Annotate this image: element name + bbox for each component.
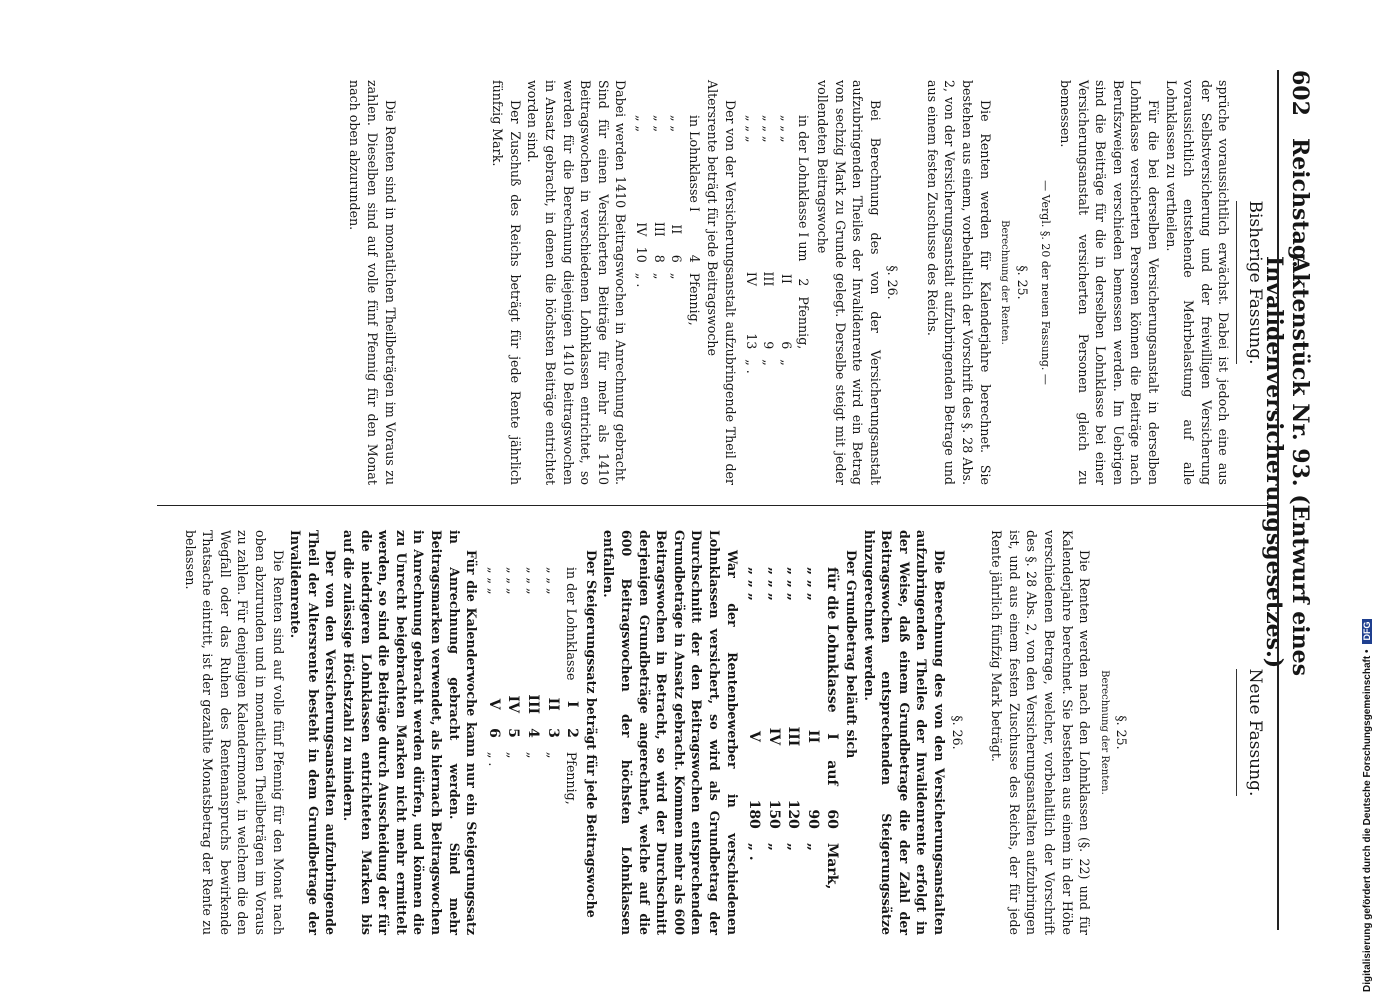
right-durchschnitt-text: War der Rentenbewerber in verschiedenen Lohnklassen versichert, so wird als Grundbetrag der Durchschnitt der den Beitragswochen entsprechenden Grundbeträge in Ansatz gebracht. Kommen mehr als 600 Beitragswochen in Betracht, so wird der Durchschnitt derjenigen Grundbeträge angerechnet, welche auf die 600 Beitragswochen der höchsten Lohnklassen entfallen. xyxy=(601,530,740,935)
left-steigerung-table xyxy=(742,110,812,379)
right-column xyxy=(181,530,1271,935)
left-section-25-number: §. 25. xyxy=(1014,265,1030,300)
left-cross-reference: — Vergl. §. 20 der neuen Fassung. — xyxy=(1039,180,1053,385)
table-row: „ „ „ III 120 „ xyxy=(785,567,802,851)
left-section-26-number: §. 26. xyxy=(885,265,901,300)
table-row: „ „ „ III 9 „ xyxy=(761,115,777,366)
left-intro-paragraph: sprüche voraussichtlich erwächst. Dabei ist jedoch eine aus der Selbstversicherung und der freiwilligen Versicherung voraussichtlich entstehende Mehrbelastung auf alle Lohnklassen zu vertheilen. xyxy=(1163,80,1232,485)
table-row: „ „ II 6 „ xyxy=(669,115,685,280)
right-column-heading: Neue Fassung. xyxy=(1236,530,1263,935)
header-rule xyxy=(1277,70,1279,930)
right-kalenderwoche-text: Für die Kalenderwoche kann nur ein Steigerungssatz in Anrechnung gebracht werden. Sind mehr Beitragsmarken verwendet, als hiernach Beitragswochen in Anrechnung gebracht werden dürfen, und können die zu Unrecht beigebrachten Marken nicht mehr ermittelt werden, so sind die Beiträge durch Ausscheidung der für die niedrigeren Lohnklassen entrichteten Marken bis auf die zulässige Höchstzahl zu mindern. xyxy=(341,530,480,935)
table-row: „ „ „ IV 150 „ xyxy=(765,567,782,851)
credit-text: Digitalisierung gefördert durch die Deutsche Forschungsgemeinschaft • xyxy=(1362,649,1373,992)
table-row: „ „ „ II 90 „ xyxy=(804,567,821,851)
left-final-paragraph: Die Renten sind in monatlichen Theilbeträgen im Voraus zu zahlen. Dieselben sind auf volle fünf Pfennig für den Monat nach oben abzurunden. xyxy=(347,80,398,485)
column-divider xyxy=(157,505,1277,506)
left-section-26-text: Bei Berechnung des von der Versicherungsanstalt aufzubringenden Theiles der Invalidenrente wird ein Betrag von sechzig Mark zu Grunde gelegt. Derselbe steigt mit jeder vollendeten Beitragswoche xyxy=(814,80,883,485)
page-header xyxy=(1261,70,1313,930)
table-row: „ „ III 8 „ xyxy=(651,115,667,280)
right-grundbetrag-intro: Der Grundbetrag beläuft sich xyxy=(844,550,860,759)
table-row: in Lohnklasse I 4 Pfennig, xyxy=(686,115,702,326)
table-row: „ „ „ V 180 „ . xyxy=(746,567,763,861)
table-row: „ „ „ IV 13 „ . xyxy=(743,115,759,374)
right-section-26-text: Die Berechnung des von den Versicherungsanstalten aufzubringenden Theiles der Invalidenrente erfolgt in der Weise, daß einem Grundbetrage die der Zahl der Beitragswochen entsprechenden Steigerungssätze hinzugerechnet werden. xyxy=(861,530,948,935)
right-section-25-text: Die Renten werden nach den Lohnklassen (§. 22) und für Kalenderjahre berechnet. Sie bestehen aus einem in der Höhe verschiedenen Betrage, welcher, vorbehaltlich der Vorschrift des §. 28 Abs. 2, von den Versicherungsanstalten aufzubringen ist, und aus einem festen Zuschusse des Reichs, der für jede Rente jährlich fünfzig Mark beträgt. xyxy=(989,530,1093,935)
left-column-heading: Bisherige Fassung. xyxy=(1236,80,1263,485)
right-section-25-title: Berechnung der Renten. xyxy=(1098,670,1110,795)
table-row: in der Lohnklasse I 2 Pfennig, xyxy=(564,567,581,805)
dfg-logo: DFG xyxy=(1362,619,1372,644)
left-beitragswochen-text: Dabei werden 1410 Beitragswochen in Anrechnung gebracht. Sind für einen Versicherten Beiträge für mehr als 1410 Beitragswochen in verschiedenen Lohnklassen entrichtet, so werden für die Berechnung diejenigen 1410 Beitragswochen in Ansatz gebracht, in denen die höchsten Beiträge entrichtet worden sind. xyxy=(525,80,629,485)
left-column xyxy=(346,80,1271,485)
right-steigerungssatz-intro: Der Steigerungssatz beträgt für jede Beitragswoche xyxy=(583,550,599,918)
table-row: „ „ „ II 6 „ xyxy=(778,115,794,366)
header-title: Aktenstück Nr. 93. (Entwurf eines Invalidenversicherungsgesetzes.) xyxy=(1261,256,1313,676)
page-number: 602 xyxy=(1287,70,1313,116)
right-section-25-number: §. 25. xyxy=(1114,715,1130,750)
right-altersrente-text: Der von den Versicherungsanstalten aufzubringende Theil der Altersrente besteht in dem Grundbetrage der Invalidenrente. xyxy=(288,530,339,935)
left-altersrente-table xyxy=(632,110,702,331)
left-intro-paragraph-2: Für die bei derselben Versicherungsanstalt in derselben Lohnklasse versicherten Personen können die Beiträge nach Berufszweigen verschieden bemessen werden. Im Uebrigen sind die Beiträge für die in derselben Lohnklasse bei einer Versicherungsanstalt versicherten Personen gleich zu bemessen. xyxy=(1058,80,1162,485)
right-grundbetrag-table xyxy=(744,560,842,896)
header-org: Reichstag. xyxy=(1287,138,1313,268)
right-final-paragraph: Die Renten sind auf volle fünf Pfennig für den Monat nach oben abzurunden und in monatlichen Theilbeträgen im Voraus zu zahlen. Für denjenigen Kalendermonat, in welchem die den Wegfall oder das Ruhen des Rentenanspruchs bewirkende Thatsache eintritt, ist der gezahlte Monatsbetrag der Rente zu belassen. xyxy=(182,530,286,935)
table-row: „ „ „ II 3 „ xyxy=(544,567,561,759)
left-section-25-text: Die Renten werden für Kalenderjahre berechnet. Sie bestehen aus einem, vorbehaltlich der Vorschrift des §. 28 Abs. 2, von der Versicherungsanstalt aufzubringenden Betrage und aus einem festen Zuschusse des Reichs. xyxy=(924,80,993,485)
left-section-25-title: Berechnung der Renten. xyxy=(999,220,1011,345)
left-altersrente-text: Der von der Versicherungsanstalt aufzubringende Theil der Altersrente beträgt für jede Beitragswoche xyxy=(705,80,738,485)
right-section-26-number: §. 26. xyxy=(949,715,965,750)
left-reichszuschuss-text: Der Zuschuß des Reichs beträgt für jede Rente jährlich fünfzig Mark. xyxy=(490,80,523,485)
table-row: „ „ „ IV 5 „ xyxy=(505,567,522,759)
right-steigerung-table xyxy=(483,560,581,812)
digitization-credit xyxy=(1362,619,1373,992)
table-row: „ „ „ III 4 „ xyxy=(525,567,541,759)
table-row: für die Lohnklasse I auf 60 Mark, xyxy=(824,567,841,890)
table-row: „ „ „ V 6 „ . xyxy=(485,567,502,767)
table-row: „ „ IV 10 „ . xyxy=(634,115,649,288)
table-row: in der Lohnklasse I um 2 Pfennig, xyxy=(796,115,812,350)
